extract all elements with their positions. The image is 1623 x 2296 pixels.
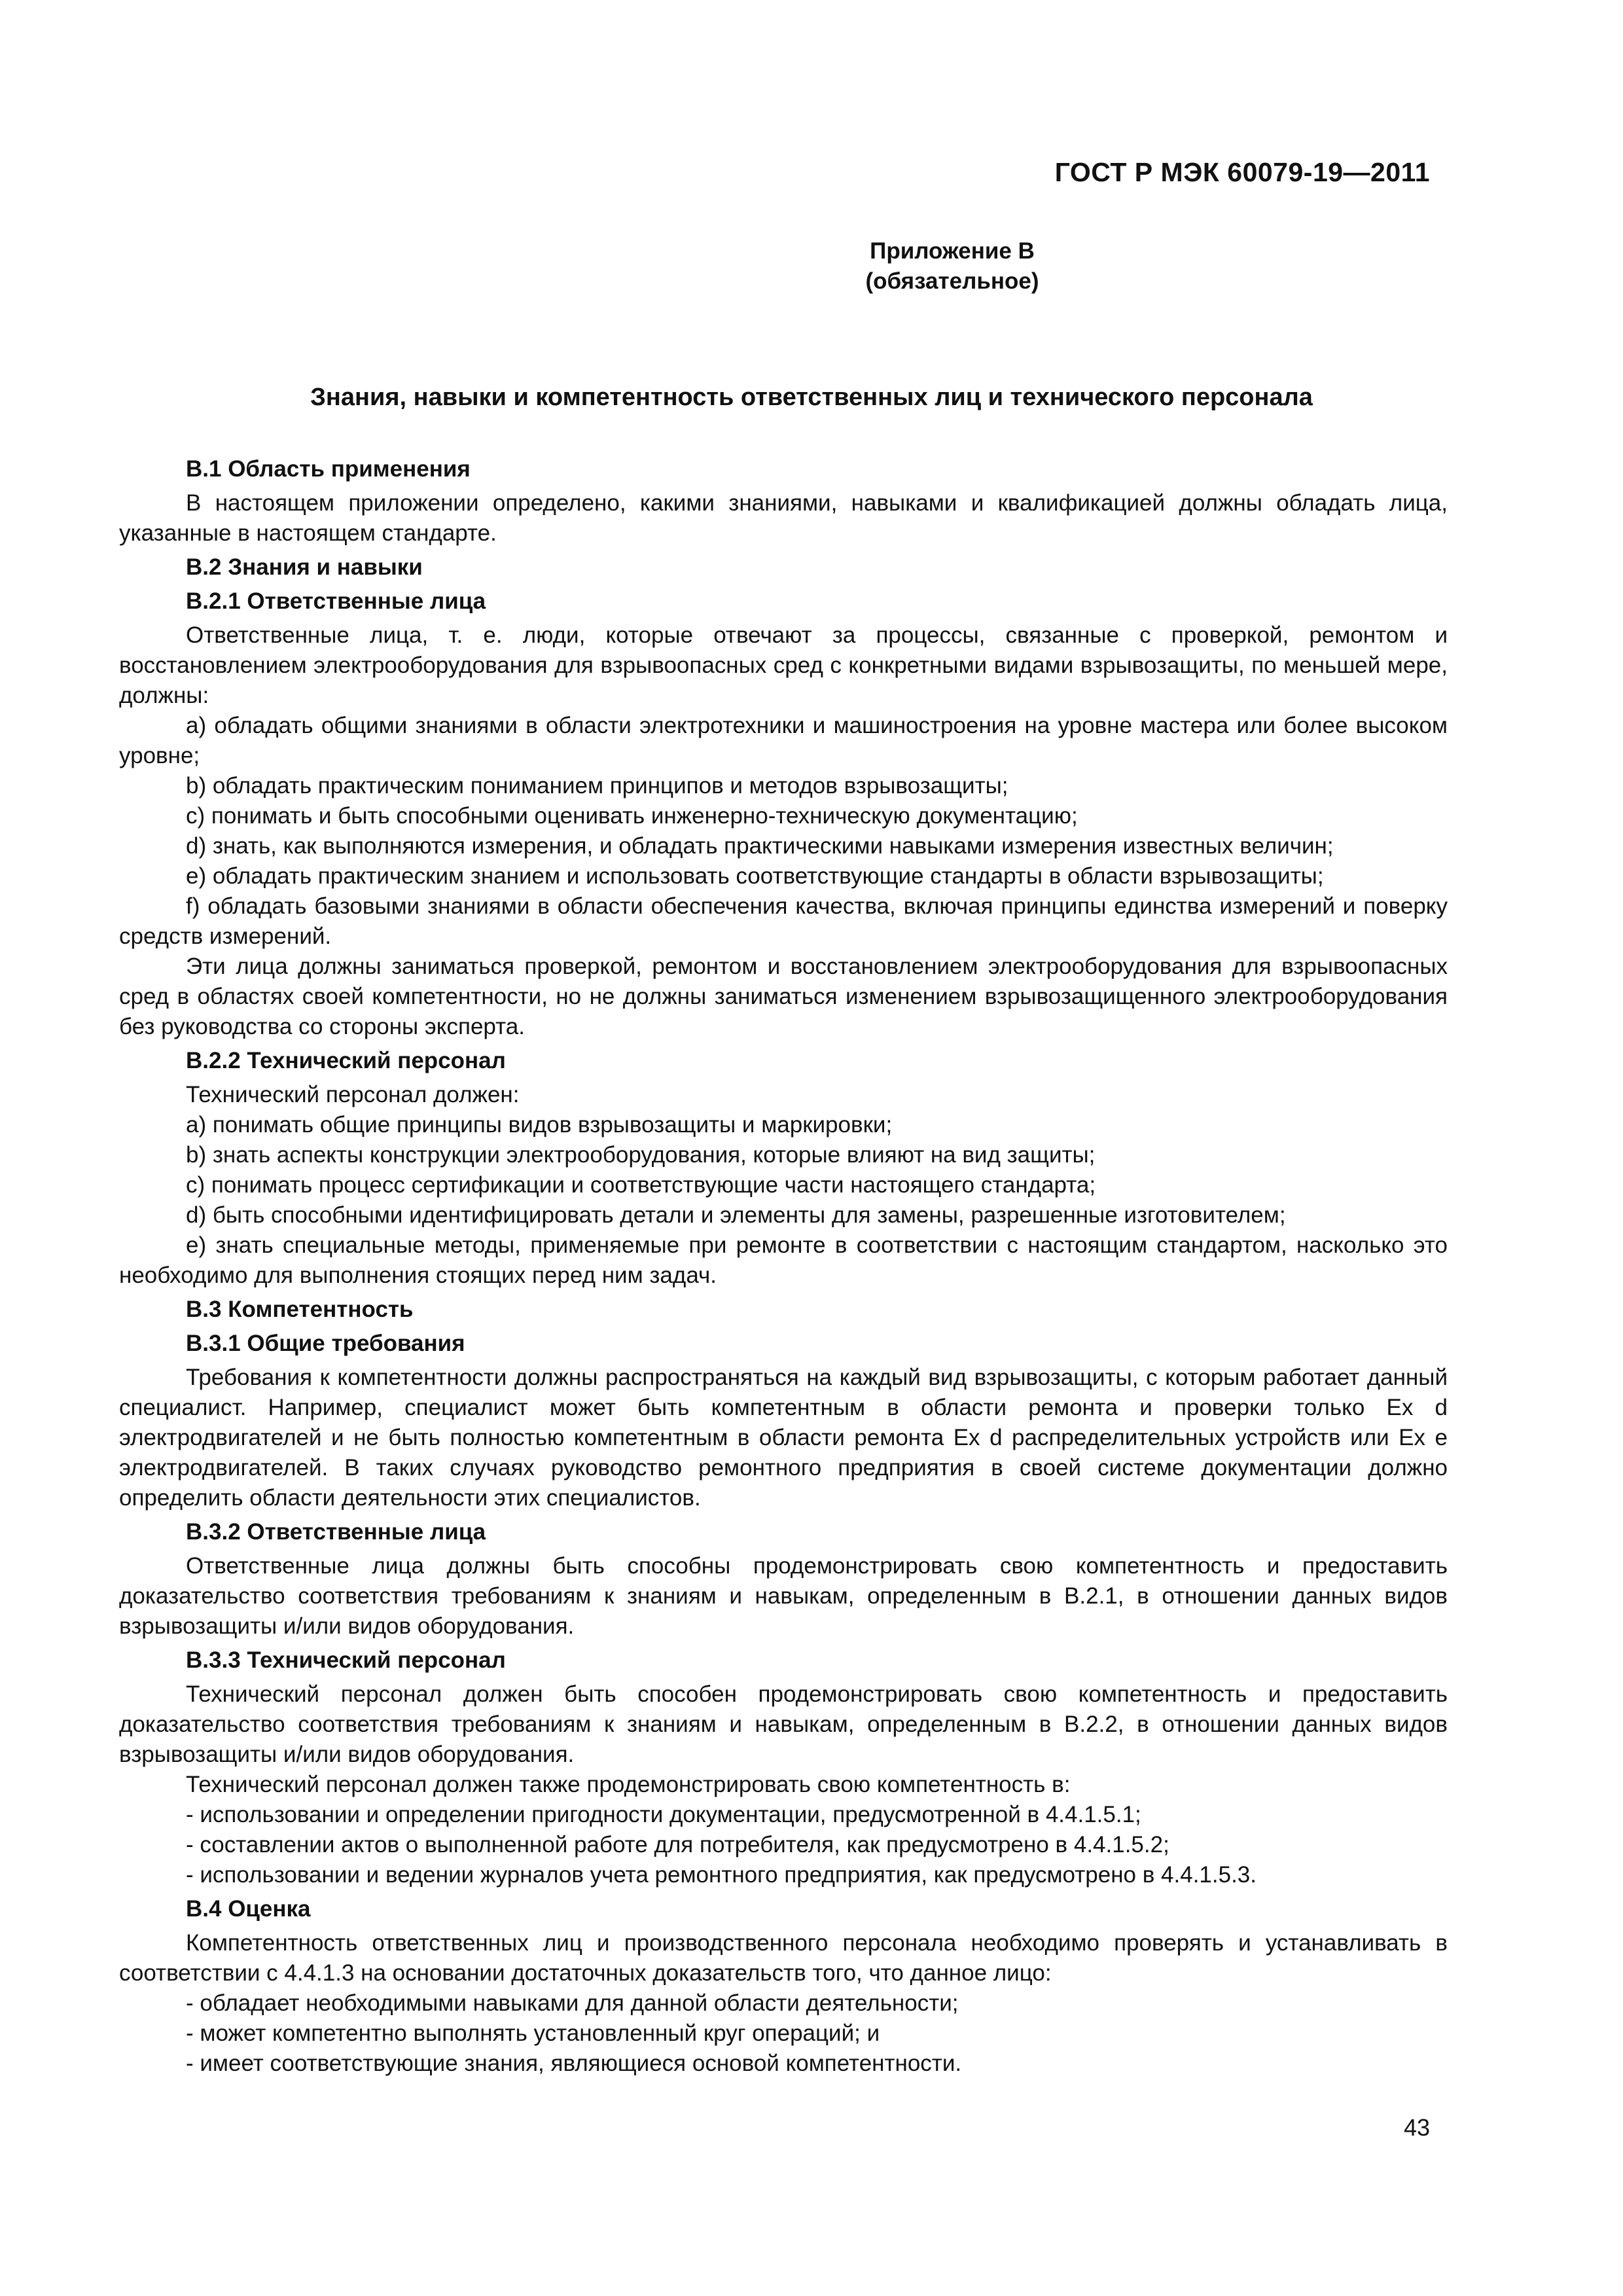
list-item: c) понимать процесс сертификации и соответствующие части настоящего стандарта; [186,1172,1096,1198]
list-item: d) знать, как выполняются измерения, и обладать практическими навыками измерения известных величин; [186,833,1334,859]
section-heading-b32: В.3.2 Ответственные лица [186,1519,486,1545]
list-item: b) знать аспекты конструкции электрооборудования, которые влияют на вид защиты; [186,1142,1096,1168]
section-heading-b1: В.1 Область применения [186,456,471,482]
list-item: e) знать специальные методы, применяемые при ремонте в соответствии с настоящим стандартом, насколько это необходимо для выполнения стоящих перед ним задач. [119,1232,1448,1288]
annex-type: (обязательное) [865,268,1039,294]
annex-title: Приложение В [870,238,1035,264]
list-item: - использовании и определении пригодности документации, предусмотренной в 4.4.1.5.1; [186,1802,1141,1827]
paragraph: Технический персонал должен также продемонстрировать свою компетентность в: [186,1772,1071,1797]
list-item: - может компетентно выполнять установленный круг операций; и [186,2020,880,2046]
list-item: - обладает необходимыми навыками для данной области деятельности; [186,1990,959,2016]
list-item: e) обладать практическим знанием и использовать соответствующие стандарты в области взрывозащиты; [186,863,1324,889]
list-item: - использовании и ведении журналов учета ремонтного предприятия, как предусмотрено в 4.4.1.5.3. [186,1862,1257,1888]
paragraph: Технический персонал должен быть способен продемонстрировать свою компетентность и предоставить доказательство соответствия требованиям к знаниям и навыкам, определенным в В.2.2, в отношении данных видов взрывозащиты и/или видов оборудования. [119,1681,1448,1767]
paragraph: Эти лица должны заниматься проверкой, ремонтом и восстановлением электрооборудования для взрывоопасных сред в областях своей компетентности, но не должны заниматься изменением взрывозащищенного электрооборудования без руководства со стороны эксперта. [119,954,1448,1039]
paragraph: Компетентность ответственных лиц и производственного персонала необходимо проверять и устанавливать в соответствии с 4.4.1.3 на основании достаточных доказательств того, что данное лицо: [119,1930,1448,1986]
section-heading-b33: В.3.3 Технический персонал [186,1647,506,1673]
list-item: a) обладать общими знаниями в области электротехники и машиностроения на уровне мастера или более высоком уровне; [119,713,1448,768]
list-item: d) быть способными идентифицировать детали и элементы для замены, разрешенные изготовителем; [186,1202,1286,1228]
section-heading-b3: В.3 Компетентность [186,1297,414,1322]
paragraph: Ответственные лица должны быть способны продемонстрировать свою компетентность и предоставить доказательство соответствия требованиям к знаниям и навыкам, определенным в В.2.1, в отношении данных видов взрывозащиты и/или видов оборудования. [119,1553,1448,1639]
paragraph: Ответственные лица, т. е. люди, которые отвечают за процессы, связанные с проверкой, ремонтом и восстановлением электрооборудования для взрывоопасных сред с конкретными видами взрывозащиты, по меньшей мере, должны: [119,622,1448,708]
list-item: - составлении актов о выполненной работе для потребителя, как предусмотрено в 4.4.1.5.2; [186,1832,1169,1857]
document-title: Знания, навыки и компетентность ответственных лиц и технического персонала [310,384,1313,411]
paragraph: Требования к компетентности должны распространяться на каждый вид взрывозащиты, с которым работает данный специалист. Например, специалист может быть компетентным в области ремонта и проверки только Ex d электродвигателей и не быть полностью компетентным в области ремонта Ex d распределительных устройств или Ex e электродвигателей. В таких случаях руководство ремонтного предприятия в своей системе документации должно определить области деятельности этих специалистов. [119,1365,1448,1511]
section-heading-b2: В.2 Знания и навыки [186,554,423,580]
section-heading-b4: В.4 Оценка [186,1896,311,1922]
page-number: 43 [1403,2114,1430,2141]
document-body [119,450,1448,2079]
section-heading-b21: В.2.1 Ответственные лица [186,588,486,614]
paragraph: Технический персонал должен: [186,1082,520,1107]
standard-code: ГОСТ Р МЭК 60079-19—2011 [1054,157,1430,187]
section-heading-b31: В.3.1 Общие требования [186,1331,465,1356]
list-item: c) понимать и быть способными оценивать инженерно-техническую документацию; [186,803,1078,829]
paragraph: В настоящем приложении определено, какими знаниями, навыками и квалификацией должны обладать лица, указанные в настоящем стандарте. [119,490,1448,546]
list-item: - имеет соответствующие знания, являющиеся основой компетентности. [186,2051,962,2076]
list-item: f) обладать базовыми знаниями в области обеспечения качества, включая принципы единства измерений и поверку средств измерений. [119,893,1448,949]
list-item: b) обладать практическим пониманием принципов и методов взрывозащиты; [186,773,1008,798]
list-item: a) понимать общие принципы видов взрывозащиты и маркировки; [186,1112,893,1138]
section-heading-b22: В.2.2 Технический персонал [186,1048,506,1073]
